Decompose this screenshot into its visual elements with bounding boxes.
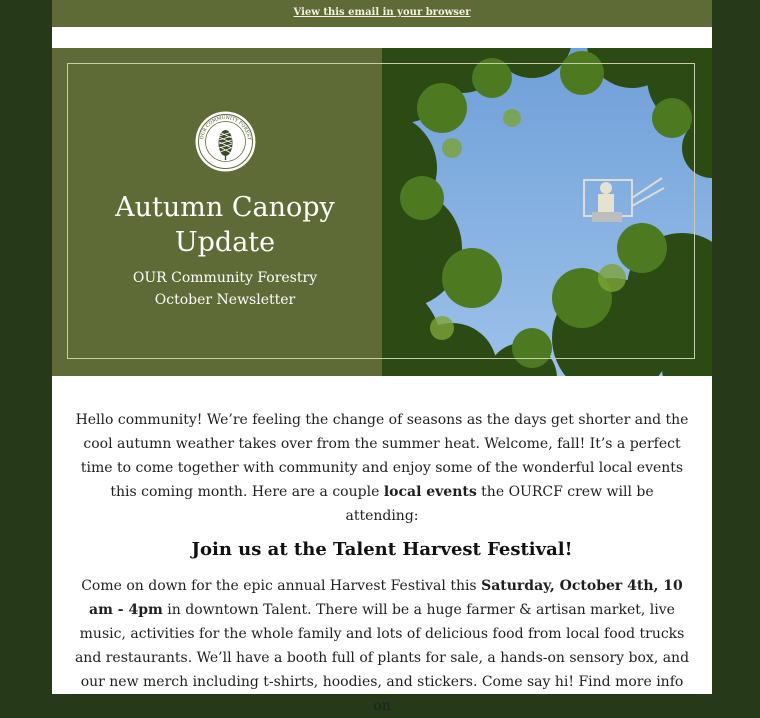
hero-banner <box>52 48 712 376</box>
intro-text-end: the OURCF crew will be attending: <box>345 484 654 524</box>
forestry-logo-icon <box>194 110 257 173</box>
intro-bold-text: local events <box>383 484 477 500</box>
subtitle-issue: October Newsletter <box>154 292 296 308</box>
intro-text-start: Hello community! We’re feeling the change of seasons as the days get shorter and the cool autumn weather takes over from the summer heat. Welcome, fall! It’s a perfect time to come together with community and enjoy some of the wonderful local events this coming month. Here are a couple <box>75 412 689 500</box>
newsletter-subtitle <box>72 267 378 311</box>
hero-text-panel <box>52 48 382 376</box>
event-text-start: Come on down for the epic annual Harvest Festival this <box>81 578 482 594</box>
view-in-browser-link[interactable]: View this email in your browser <box>293 7 471 18</box>
subtitle-org: OUR Community Forestry <box>132 270 318 286</box>
event-heading: Join us at the Talent Harvest Festival! <box>191 539 573 560</box>
email-top-bar <box>52 0 712 27</box>
newsletter-body <box>52 376 712 714</box>
event-text-end: in downtown Talent. There will be a huge farmer & artisan market, live music, activities for the whole family and lots of delicious food from local food trucks and restaurants. We’ll have a booth full of plants for sale, a hands-on sensory box, and our new merch including t-shirts, hoodies, and stickers. Come say hi! Find more info on <box>74 602 690 714</box>
tree-canopy-photo <box>382 48 712 376</box>
newsletter-title: Autumn Canopy Update <box>115 192 335 258</box>
event-date-bold: Saturday, October 4th, 10 am - 4pm <box>89 578 683 618</box>
intro-paragraph <box>74 408 690 528</box>
header-spacer <box>52 27 712 48</box>
event-paragraph <box>74 574 690 718</box>
logo-ring-text: OUR COMMUNITY FOREST <box>200 115 251 141</box>
